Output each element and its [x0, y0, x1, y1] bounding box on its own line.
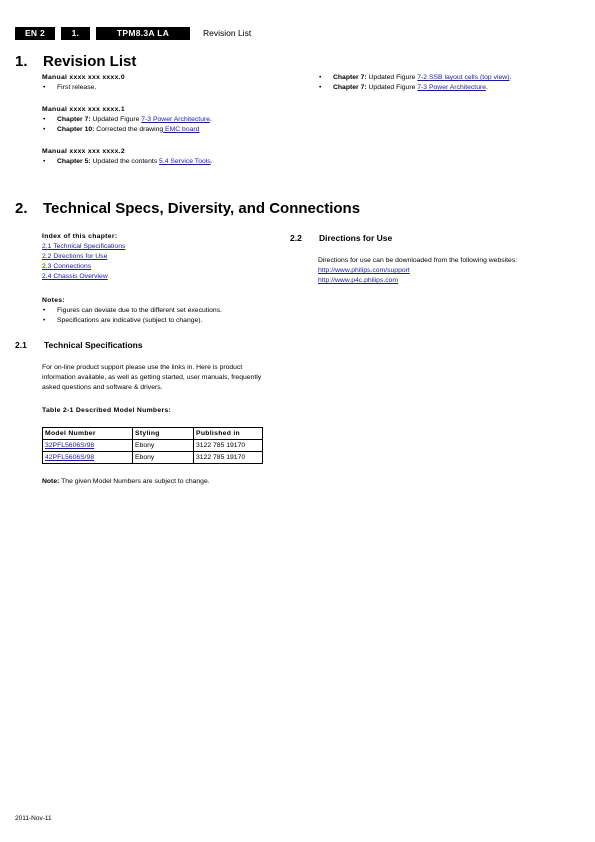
tab-chapter: 1. [61, 27, 90, 40]
table-cell: Ebony [133, 452, 194, 464]
list-item [42, 83, 292, 93]
bullet: • [319, 74, 322, 81]
item-after: . [210, 116, 212, 123]
section21-heading [15, 340, 143, 351]
chapter2-number: 2. [15, 200, 28, 217]
bullet: • [43, 84, 46, 91]
model-note [42, 477, 282, 487]
list-item [318, 73, 578, 83]
bullet: • [43, 307, 46, 314]
tab-model: TPM8.3A LA [96, 27, 190, 40]
chapter-index [42, 232, 292, 326]
model-numbers-table [42, 427, 263, 464]
table-cell: Ebony [133, 440, 194, 452]
revision-label: Manual xxxx xxx xxxx.0 [42, 74, 125, 81]
section22-number: 2.2 [290, 233, 302, 243]
item-after: . [486, 84, 488, 91]
section21-number: 2.1 [15, 340, 27, 350]
bullet: • [43, 158, 46, 165]
table-row [43, 452, 263, 464]
index-link-directions-for-use[interactable]: 2.2 Directions for Use [42, 253, 108, 260]
header-title: Revision List [203, 28, 252, 38]
index-link-technical-specs[interactable]: 2.1 Technical Specifications [42, 243, 126, 250]
item-text: Updated Figure [90, 116, 142, 123]
chapter1-number: 1. [15, 53, 28, 70]
item-text: Updated Figure [366, 74, 418, 81]
bullet: • [43, 116, 46, 123]
list-item [42, 157, 292, 167]
notes-list [42, 306, 292, 326]
table-header-row [43, 428, 263, 440]
item-bold: Chapter 7: [57, 116, 91, 123]
revision-label: Manual xxxx xxx xxxx.2 [42, 148, 125, 155]
item-text: Updated Figure [366, 84, 418, 91]
item-bold: Chapter 7: [333, 74, 367, 81]
item-text: Corrected the drawing [94, 126, 164, 133]
section22-heading [290, 233, 392, 244]
power-architecture-link[interactable]: 7-3 Power Architecture [141, 116, 211, 123]
revision-list-right [318, 73, 578, 93]
item-bold: Chapter 10: [57, 126, 95, 133]
emc-board-link[interactable]: EMC board [163, 126, 200, 133]
note-text: The given Model Numbers are subject to change. [59, 478, 210, 485]
list-item [42, 306, 292, 316]
section22-paragraph: Directions for use can be downloaded from the following websites: [318, 257, 518, 264]
bullet: • [43, 126, 46, 133]
column-header: Styling [133, 428, 194, 440]
section22-title: Directions for Use [319, 233, 393, 243]
list-item [42, 125, 292, 135]
chapter2-title: Technical Specs, Diversity, and Connections [43, 200, 361, 217]
column-header: Published in [194, 428, 263, 440]
model-link-42pfl[interactable]: 42PFL5606S/98 [45, 454, 95, 461]
chapter1-title: Revision List [43, 53, 137, 70]
section21-body [42, 363, 268, 393]
section22-body [318, 256, 543, 286]
revision-label: Manual xxxx xxx xxxx.1 [42, 106, 125, 113]
table-cell [43, 452, 133, 464]
table-cell: 3122 785 19170 [194, 452, 263, 464]
item-bold: Chapter 7: [333, 84, 367, 91]
chapter1-heading [15, 53, 136, 71]
philips-support-link[interactable]: http://www.philips.com/support [318, 267, 410, 274]
item-after: . [210, 158, 213, 165]
p4c-philips-link[interactable]: http://www.p4c.philips.com [318, 277, 399, 284]
note-text: Specifications are indicative (subject to change). [57, 317, 203, 324]
note-text: Figures can deviate due to the different set executions. [57, 307, 222, 314]
revision-list-left [42, 73, 292, 167]
power-architecture-link[interactable]: 7-3 Power Architecture [417, 84, 487, 91]
notes-title: Notes: [42, 297, 65, 304]
section21-paragraph: For on-line product support please use the links in. Here is product information available, as well as getting started, user manuals, frequently asked questions and software & drivers. [42, 364, 262, 391]
bullet: • [319, 84, 322, 91]
item-text: Updated the contents [90, 158, 160, 165]
table-caption: Table 2-1 Described Model Numbers: [42, 407, 172, 414]
section21-title: Technical Specifications [44, 340, 143, 350]
revision-items [42, 83, 292, 93]
footer-date: 2011-Nov-11 [15, 815, 52, 822]
index-link-connections[interactable]: 2.3 Connections [42, 263, 92, 270]
index-title: Index of this chapter: [42, 233, 118, 240]
model-link-32pfl[interactable]: 32PFL5606S/98 [45, 442, 95, 449]
bullet: • [43, 317, 46, 324]
chapter2-heading [15, 200, 360, 218]
table-cell: 3122 785 19170 [194, 440, 263, 452]
table-cell [43, 440, 133, 452]
note-label: Note: [42, 478, 60, 485]
ssb-layout-link[interactable]: 7-2 SSB layout cells (top view) [417, 74, 510, 81]
tab-en: EN 2 [15, 27, 55, 40]
item-after: . [509, 74, 512, 81]
revision-items [42, 115, 292, 135]
table-row [43, 440, 263, 452]
service-tools-link[interactable]: 5.4 Service Tools [159, 158, 211, 165]
list-item [42, 115, 292, 125]
index-link-chassis-overview[interactable]: 2.4 Chassis Overview [42, 273, 108, 280]
item-text: First release. [57, 84, 97, 91]
revision-items [42, 157, 292, 167]
column-header: Model Number [43, 428, 133, 440]
revision-items [318, 73, 578, 93]
list-item [42, 316, 292, 326]
item-bold: Chapter 5: [57, 158, 91, 165]
list-item [318, 83, 578, 93]
